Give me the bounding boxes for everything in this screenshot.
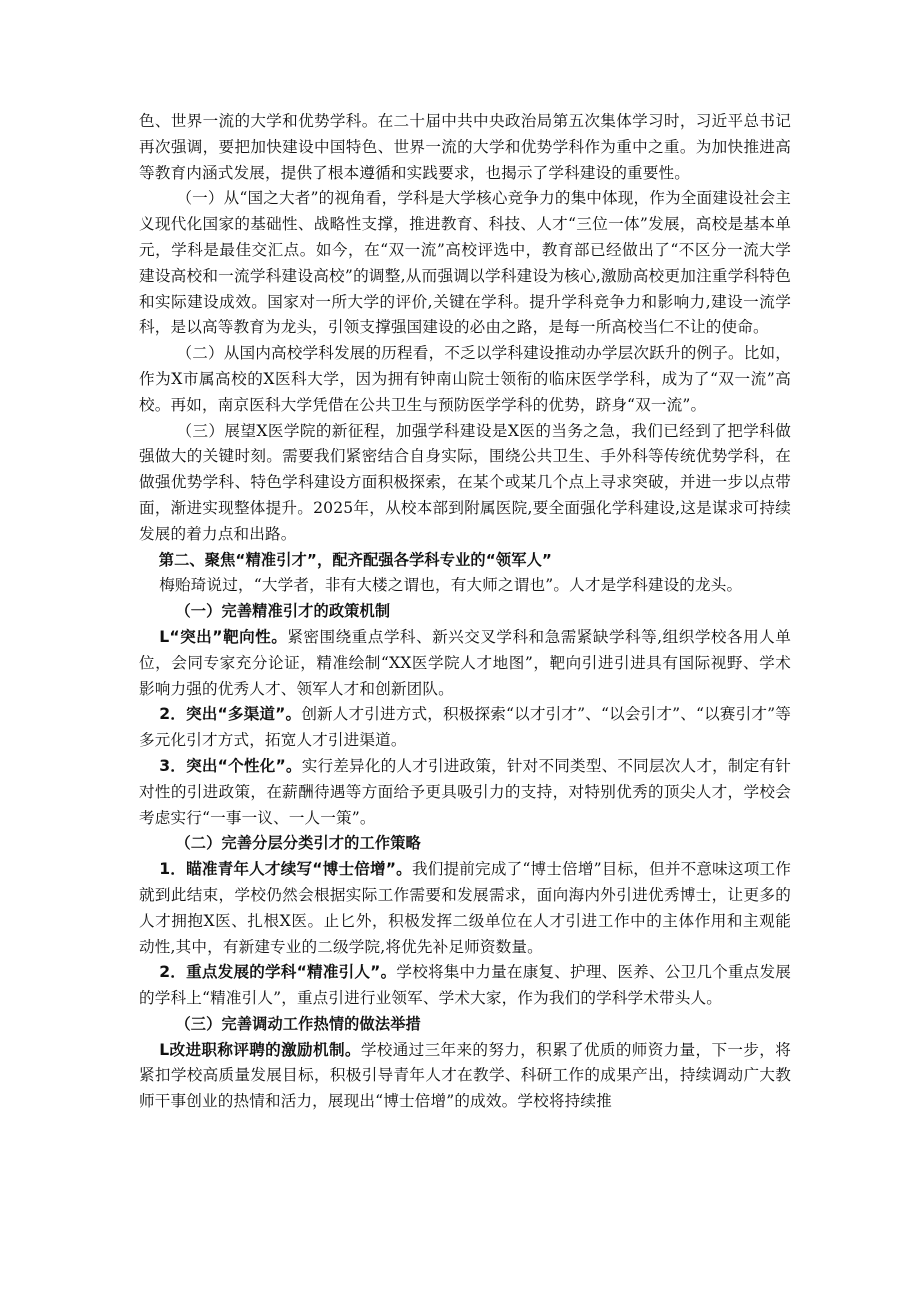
- item-text: 学校通过三年来的努力，积累了优质的师资力量，下一步，将紧扣学校高质量发展目标，积极引导青年人才在教学、科研工作的成果产出，持续调动广大教师干事创业的热情和活力，展现出“博士倍增”的成效。学校将持续推: [139, 1040, 791, 1111]
- paragraph-perspective-future: （三）展望X医学院的新征程，加强学科建设是X医的当务之急，我们已经到了把学科做强做大的关键时刻。需要我们紧密结合自身实际，围绕公共卫生、手外科等传统优势学科，在做强优势学科、特色学科建设方面积极探索，在某个或某几个点上寻求突破，并进一步以点带面，渐进实现整体提升。2025年，从校本部到附属医院,要全面强化学科建设,这是谋求可持续发展的着力点和出路。: [139, 421, 791, 543]
- item-text: 实行差异化的人才引进政策，针对不同类型、不同层次人才，制定有针对性的引进政策，在薪酬待遇等方面给予更具吸引力的支持，对特别优秀的顶尖人才，学校会考虑实行“一事一议、一人一策”。: [139, 756, 791, 827]
- item-text: 我们提前完成了“博士倍增”目标，但并不意味这项工作就到此结束，学校仍然会根据实际工作需要和发展需求，面向海内外引进优秀博士，让更多的人才拥抱X医、扎根X医。止匕外，积极发挥二级单位在人才引进工作中的主体作用和主观能动性,其中，有新建专业的二级学院,将优先补足师资数量。: [139, 860, 791, 956]
- paragraph-item-key-disciplines: [139, 960, 791, 1012]
- subheading-policy-mechanism: （一）完善精准引才的政策机制: [175, 602, 391, 621]
- item-lead: 1．瞄准青年人才续写“博士倍增”。: [159, 860, 412, 879]
- paragraph-item-personalized: [139, 754, 791, 831]
- section-heading-second: 第二、聚焦“精准引才”，配齐配强各学科专业的“领军人”: [158, 550, 553, 569]
- paragraph-quote: 梅贻琦说过，“大学者，非有大楼之谓也，有大师之谓也”。人才是学科建设的龙头。: [159, 576, 743, 595]
- item-lead: 3．突出“个性化”。: [159, 756, 302, 775]
- item-lead: 2．突出“多渠道”。: [159, 705, 302, 724]
- item-lead: 2．重点发展的学科“精准引人”。: [159, 963, 397, 982]
- paragraph-item-channels: [139, 702, 791, 754]
- item-text: 紧密围绕重点学科、新兴交叉学科和急需紧缺学科等,组织学校各用人单位，会同专家充分论证，精准绘制“XX医学院人才地图”，靶向引进引进具有国际视野、学术影响力强的优秀人才、领军人才和创新团队。: [139, 627, 791, 698]
- paragraph-item-title-evaluation: [139, 1038, 791, 1115]
- paragraph-item-targeted: [139, 625, 791, 702]
- paragraph-intro: 色、世界一流的大学和优势学科。在二十届中共中央政治局第五次集体学习时，习近平总书记再次强调，要把加快建设中国特色、世界一流的大学和优势学科作为重中之重。为加快推进高等教育内涵式发展，提供了根本遵循和实践要求，也揭示了学科建设的重要性。: [139, 112, 791, 182]
- subheading-motivation-measures: （三）完善调动工作热情的做法举措: [175, 1014, 421, 1033]
- item-text: 学校将集中力量在康复、护理、医养、公卫几个重点发展的学科上“精准引人”，重点引进行业领军、学术大家，作为我们的学科学术带头人。: [139, 963, 791, 1008]
- paragraph-perspective-domestic: （二）从国内高校学科发展的历程看，不乏以学科建设推动办学层次跃升的例子。比如，作为X市属高校的X医科大学，因为拥有钟南山院士领衔的临床医学学科，成为了“双一流”高校。再如，南京医科大学凭借在公共卫生与预防医学学科的优势，跻身“双一流”。: [139, 344, 791, 414]
- subheading-tiered-strategy: （二）完善分层分类引才的工作策略: [175, 834, 421, 853]
- paragraph-perspective-national: （一）从“国之大者”的视角看，学科是大学核心竞争力的集中体现，作为全面建设社会主义现代化国家的基础性、战略性支撑，推进教育、科技、人才“三位一体”发展，高校是基本单元，学科是最佳交汇点。如今，在“双一流”高校评选中，教育部已经做出了“不区分一流大学建设高校和一流学科建设高校”的调整,从而强调以学科建设为核心,激励高校更加注重学科特色和实际建设成效。国家对一所大学的评价,关键在学科。提升学科竞争力和影响力,建设一流学科，是以高等教育为龙头，引领支撑强国建设的必由之路，是每一所高校当仁不让的使命。: [139, 189, 791, 337]
- item-text: 创新人才引进方式，积极探索“以才引才”、“以会引才”、“以赛引才”等多元化引才方式，拓宽人才引进渠道。: [139, 705, 791, 750]
- item-lead: L改进职称评聘的激励机制。: [159, 1040, 361, 1059]
- paragraph-item-doctors: [139, 857, 791, 960]
- item-lead: L“突出”靶向性。: [159, 627, 288, 646]
- document-page: [139, 109, 791, 1115]
